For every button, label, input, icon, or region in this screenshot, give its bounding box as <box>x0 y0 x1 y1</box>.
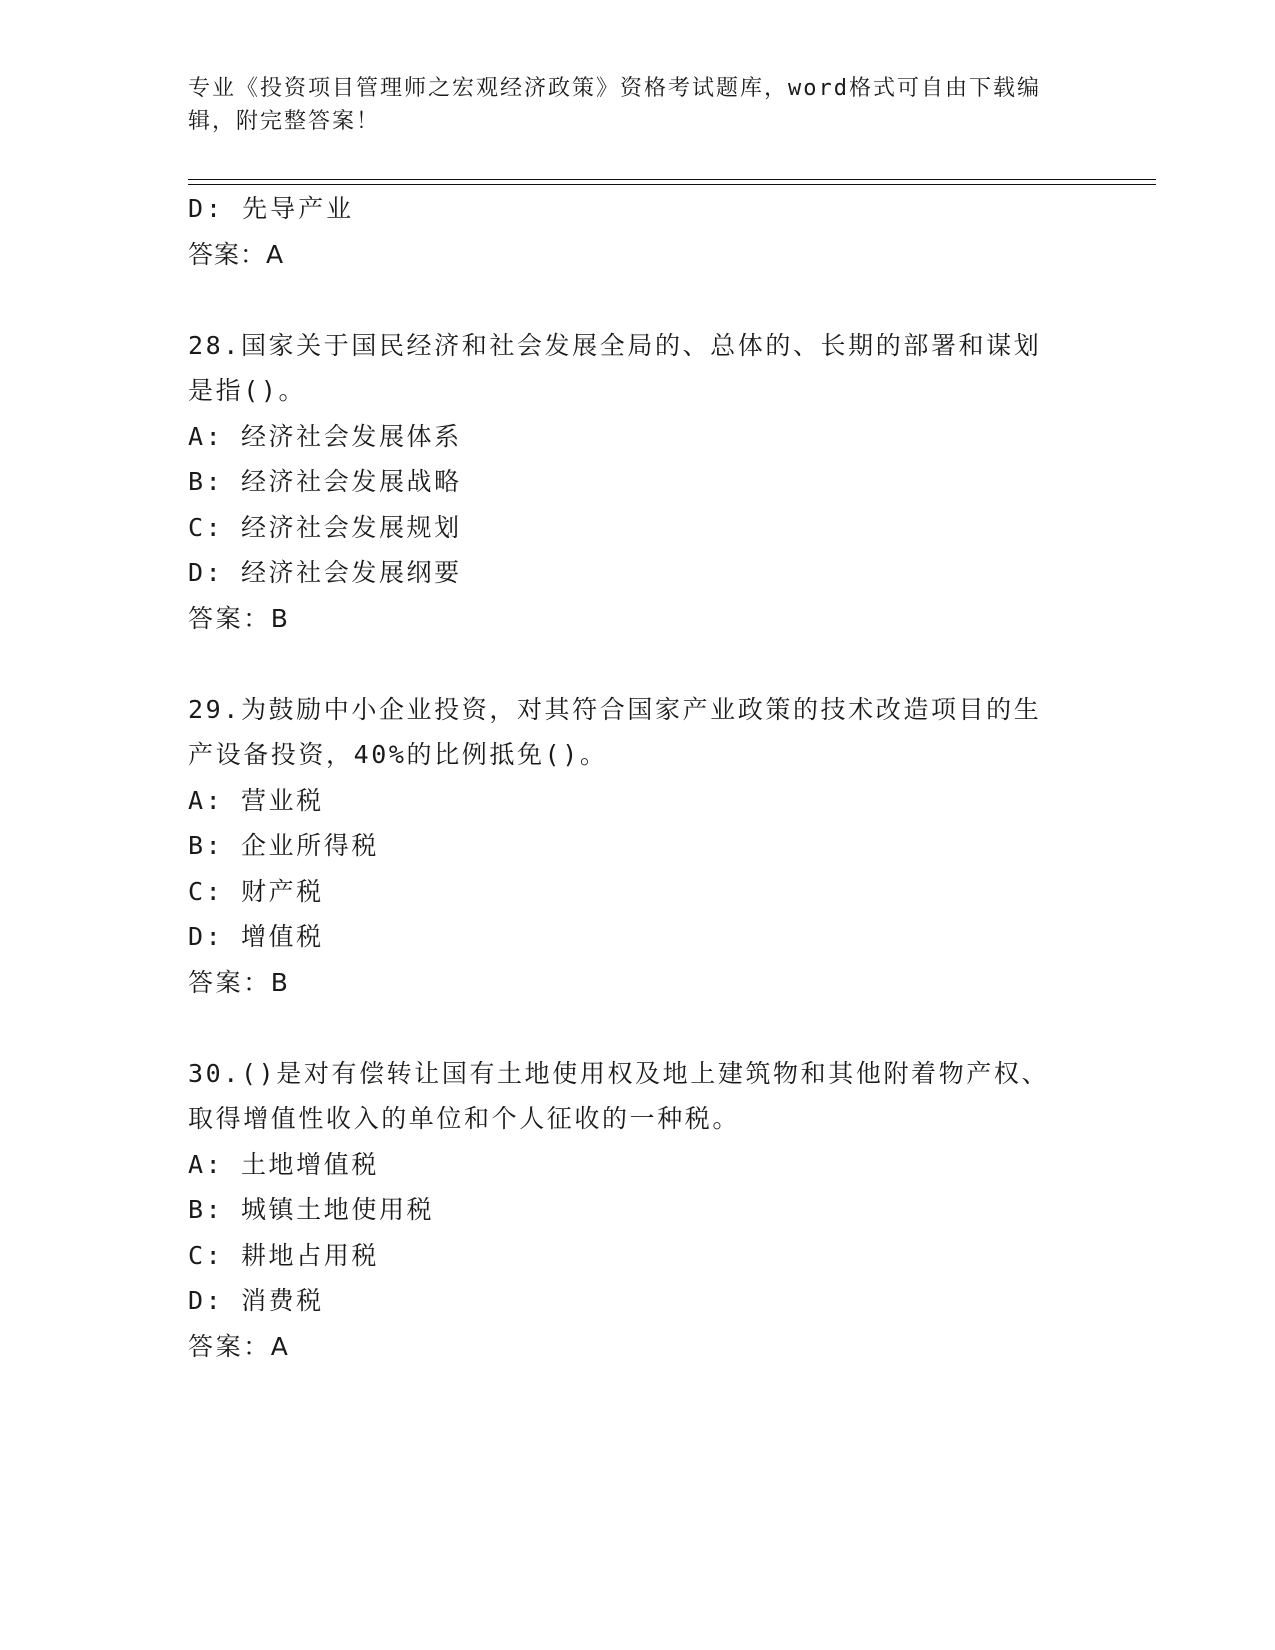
option-d: D: 增值税 <box>188 922 324 951</box>
question-29 <box>188 687 1088 1006</box>
question-text-line-2: 产设备投资，40%的比例抵免()。 <box>188 740 608 769</box>
question-text-line-1: 30.()是对有偿转让国有土地使用权及地上建筑物和其他附着物产权、 <box>188 1058 1050 1088</box>
question-text-line-1: 28.国家关于国民经济和社会发展全局的、总体的、长期的部署和谋划 <box>188 330 1042 360</box>
option-c: C: 财产税 <box>188 876 324 906</box>
question-text-line-2: 取得增值性收入的单位和个人征收的一种税。 <box>188 1104 741 1133</box>
option-a: A: 土地增值税 <box>188 1149 379 1179</box>
question-28 <box>188 323 1088 642</box>
option-a: A: 营业税 <box>188 785 324 815</box>
spacer <box>188 641 1088 687</box>
question-30 <box>188 1051 1088 1370</box>
header-line-2: 辑，附完整答案！ <box>188 109 381 134</box>
answer: 答案：B <box>188 603 291 633</box>
option-c: C: 耕地占用税 <box>188 1240 379 1270</box>
option-b: B: 城镇土地使用税 <box>188 1195 435 1224</box>
answer: 答案：A <box>188 1331 291 1361</box>
question-text-line-1: 29.为鼓励中小企业投资，对其符合国家产业政策的技术改造项目的生 <box>188 694 1042 724</box>
prev-answer: 答案：A <box>188 239 285 269</box>
option-b: B: 经济社会发展战略 <box>188 467 462 496</box>
document-header <box>188 72 1088 138</box>
header-line-1: 专业《投资项目管理师之宏观经济政策》资格考试题库，word格式可自由下载编 <box>188 76 1041 101</box>
option-d: D: 消费税 <box>188 1286 324 1315</box>
header-divider-top <box>188 179 1156 180</box>
spacer <box>188 1005 1088 1051</box>
question-text-line-2: 是指()。 <box>188 376 307 405</box>
option-a: A: 经济社会发展体系 <box>188 421 462 451</box>
option-d: D: 经济社会发展纲要 <box>188 558 462 587</box>
option-b: B: 企业所得税 <box>188 831 379 860</box>
question-list <box>188 186 1088 1369</box>
spacer <box>188 277 1088 323</box>
option-c: C: 经济社会发展规划 <box>188 512 462 542</box>
prev-option-d: D: 先导产业 <box>188 194 355 223</box>
answer: 答案：B <box>188 967 291 997</box>
header-divider-bottom <box>188 184 1156 185</box>
